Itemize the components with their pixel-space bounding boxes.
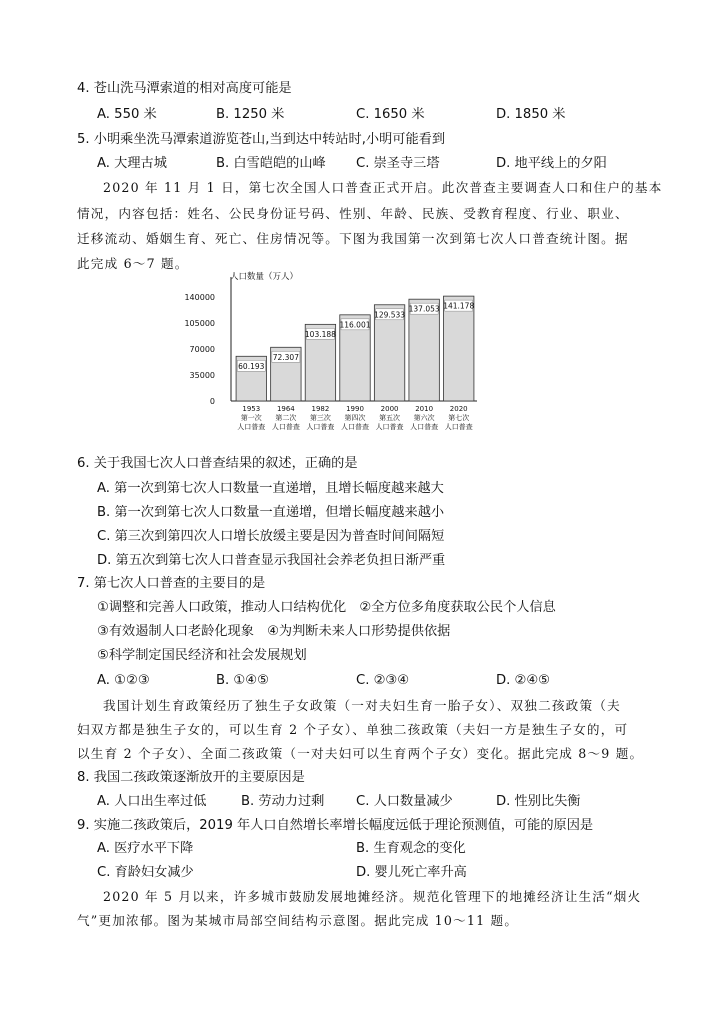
q7-item-line-1: ①调整和完善人口政策，推动人口结构优化 ②全方位多角度获取公民个人信息	[97, 600, 556, 615]
bar-value-label: 116.001	[339, 320, 371, 330]
bar-value-label: 72.307	[272, 352, 299, 362]
y-axis-label: 人口数量（万人）	[230, 272, 299, 282]
q5-option-a: A. 大理古城	[97, 156, 167, 171]
x-tick-year: 1990	[346, 405, 364, 413]
q6-option-d: D. 第五次到第七次人口普查显示我国社会养老负担日渐严重	[97, 553, 446, 568]
y-tick-label: 35000	[189, 371, 215, 380]
bar	[409, 299, 439, 401]
x-tick-census: 第二次	[275, 414, 297, 422]
x-tick-census: 第三次	[309, 414, 331, 422]
q9-option-d: D. 婴儿死亡率升高	[356, 865, 467, 880]
y-tick-label: 70000	[189, 345, 215, 354]
q7-item-line-2: ③有效遏制人口老龄化现象 ④为判断未来人口形势提供依据	[97, 624, 451, 639]
passage1-line-1: 2020 年 11 月 1 日，第七次全国人口普查正式开启。此次普查主要调查人口和住户的基本	[103, 180, 663, 195]
q7-item-line-3: ⑤科学制定国民经济和社会发展规划	[97, 648, 307, 663]
x-tick-census: 第四次	[344, 414, 366, 422]
q6-option-b: B. 第一次到第七次人口数量一直递增，但增长幅度越来越小	[97, 505, 445, 520]
x-tick-census-sub: 人口普查	[444, 423, 473, 431]
x-tick-year: 1982	[311, 405, 330, 413]
bar-value-label: 129.533	[374, 310, 406, 320]
q7-option-c: C. ②③④	[356, 673, 410, 688]
q7-option-d: D. ②④⑤	[496, 673, 551, 688]
q4-option-c: C. 1650 米	[356, 107, 425, 122]
q5-option-d: D. 地平线上的夕阳	[496, 156, 607, 171]
bar-value-label: 141.178	[443, 301, 475, 311]
bar-value-label: 137.053	[408, 304, 440, 314]
passage1-line-2: 情况，内容包括：姓名、公民身份证号码、性别、年龄、民族、受教育程度、行业、职业、	[77, 206, 629, 221]
q7-option-a: A. ①②③	[97, 673, 150, 688]
x-tick-census: 第一次	[240, 414, 262, 422]
q8-option-b: B. 劳动力过剩	[241, 794, 325, 809]
q8-option-c: C. 人口数量减少	[356, 794, 453, 809]
passage1-line-3: 迁移流动、婚姻生育、死亡、住房情况等。下图为我国第一次到第七次人口普查统计图。据	[77, 231, 629, 246]
q9-stem: 9. 实施二孩政策后，2019 年人口自然增长率增长幅度远低于理论预测值，可能的原因是	[77, 818, 594, 833]
q4-option-b: B. 1250 米	[216, 107, 285, 122]
passage1-line-4: 此完成 6～7 题。	[77, 256, 189, 271]
y-tick-label: 140000	[184, 293, 215, 302]
x-tick-census-sub: 人口普查	[271, 423, 300, 431]
passage2-line-1: 我国计划生育政策经历了独生子女政策（一对夫妇生育一胎子女）、双独二孩政策（夫	[103, 698, 621, 713]
q5-option-c: C. 崇圣寺三塔	[356, 156, 440, 171]
x-tick-census: 第六次	[413, 414, 435, 422]
x-tick-census-sub: 人口普查	[237, 423, 266, 431]
q5-stem: 5. 小明乘坐洗马潭索道游览苍山,当到达中转站时,小明可能看到	[77, 132, 446, 147]
q9-option-a: A. 医疗水平下降	[97, 841, 194, 856]
passage2-line-3: 以生育 2 个子女）、全面二孩政策（一对夫妇可以生育两个子女）变化。据此完成 8～9 题。	[77, 746, 644, 761]
x-tick-year: 1953	[242, 405, 261, 413]
x-tick-census-sub: 人口普查	[341, 423, 369, 431]
x-tick-year: 2020	[449, 405, 468, 413]
x-tick-census: 第五次	[379, 414, 401, 422]
q9-option-c: C. 育龄妇女减少	[97, 865, 194, 880]
x-tick-census-sub: 人口普查	[375, 423, 404, 431]
q7-stem: 7. 第七次人口普查的主要目的是	[77, 576, 266, 591]
x-tick-census-sub: 人口普查	[410, 423, 439, 431]
q5-option-b: B. 白雪皑皑的山峰	[216, 156, 326, 171]
census-bar-chart	[184, 265, 485, 437]
q9-option-b: B. 生育观念的变化	[356, 841, 466, 856]
y-tick-label: 105000	[184, 319, 215, 328]
bar	[444, 296, 474, 401]
x-tick-year: 2000	[380, 405, 399, 413]
x-tick-census-sub: 人口普查	[306, 423, 335, 431]
q8-stem: 8. 我国二孩政策逐渐放开的主要原因是	[77, 770, 305, 785]
passage3-line-1: 2020 年 5 月以来，许多城市鼓励发展地摊经济。规范化管理下的地摊经济让生活“烟火	[103, 889, 642, 904]
q8-option-d: D. 性别比失衡	[496, 794, 581, 809]
q6-option-c: C. 第三次到第四次人口增长放缓主要是因为普查时间间隔短	[97, 529, 445, 544]
bar-value-label: 103.188	[304, 329, 336, 339]
x-tick-census: 第七次	[448, 414, 470, 422]
bar-value-label: 60.193	[238, 361, 265, 371]
passage2-line-2: 妇双方都是独生子女的，可以生育 2 个子女）、单独二孩政策（夫妇一方是独生子女的，可	[77, 722, 629, 737]
q6-option-a: A. 第一次到第七次人口数量一直递增，且增长幅度越来越大	[97, 481, 444, 496]
x-tick-year: 1964	[276, 405, 295, 413]
q4-stem: 4. 苍山洗马潭索道的相对高度可能是	[77, 81, 292, 96]
x-tick-year: 2010	[415, 405, 434, 413]
q6-stem: 6. 关于我国七次人口普查结果的叙述，正确的是	[77, 456, 358, 471]
y-tick-label: 0	[209, 397, 215, 406]
q8-option-a: A. 人口出生率过低	[97, 794, 207, 809]
q4-option-a: A. 550 米	[97, 107, 157, 122]
q7-option-b: B. ①④⑤	[216, 673, 269, 688]
passage3-line-2: 气”更加浓郁。图为某城市局部空间结构示意图。据此完成 10～11 题。	[77, 913, 519, 928]
q4-option-d: D. 1850 米	[496, 107, 566, 122]
